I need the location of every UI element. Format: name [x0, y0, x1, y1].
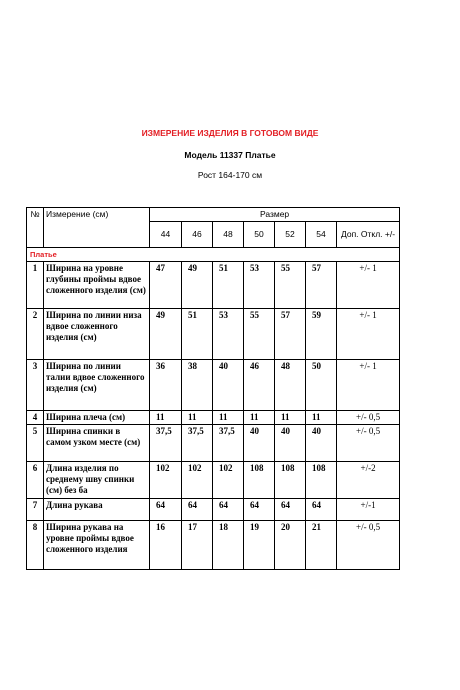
table-row	[27, 411, 400, 425]
size-value: 37,5	[213, 425, 244, 462]
table-row	[27, 499, 400, 521]
size-value: 17	[182, 521, 213, 570]
size-value: 47	[150, 262, 182, 309]
size-value: 40	[244, 425, 275, 462]
row-number: 7	[27, 499, 44, 521]
model-name: Модель 11337 Платье	[184, 150, 276, 160]
size-value: 64	[306, 499, 337, 521]
table-row	[27, 425, 400, 462]
tolerance-value: +/- 1	[337, 262, 400, 309]
size-value: 11	[213, 411, 244, 425]
size-header: 54	[306, 222, 337, 248]
size-value: 11	[306, 411, 337, 425]
size-value: 37,5	[150, 425, 182, 462]
size-value: 108	[306, 462, 337, 499]
tolerance-value: +/-2	[337, 462, 400, 499]
size-header: 46	[182, 222, 213, 248]
table-row	[27, 309, 400, 360]
size-value: 18	[213, 521, 244, 570]
size-value: 57	[306, 262, 337, 309]
header-row-1	[27, 208, 400, 222]
measurement-name: Ширина на уровне глубины проймы вдвое сложенного изделия (см)	[44, 262, 150, 309]
section-label: Платье	[27, 248, 400, 262]
size-header: 44	[150, 222, 182, 248]
size-value: 11	[244, 411, 275, 425]
size-value: 108	[275, 462, 306, 499]
size-value: 51	[182, 309, 213, 360]
measurements-table	[26, 207, 400, 570]
measurement-name: Ширина спинки в самом узком месте (см)	[44, 425, 150, 462]
size-value: 102	[213, 462, 244, 499]
size-value: 46	[244, 360, 275, 411]
size-value: 37,5	[182, 425, 213, 462]
tolerance-value: +/- 0,5	[337, 411, 400, 425]
size-value: 11	[275, 411, 306, 425]
row-number: 1	[27, 262, 44, 309]
size-value: 11	[150, 411, 182, 425]
tolerance-value: +/- 0,5	[337, 425, 400, 462]
tolerance-value: +/- 1	[337, 360, 400, 411]
header-measurement: Измерение (см)	[44, 208, 150, 248]
size-value: 16	[150, 521, 182, 570]
height-range: Рост 164-170 см	[197, 170, 263, 180]
size-header: 52	[275, 222, 306, 248]
size-value: 53	[244, 262, 275, 309]
size-header: 50	[244, 222, 275, 248]
size-value: 51	[213, 262, 244, 309]
measurement-name: Длина рукава	[44, 499, 150, 521]
tolerance-value: +/- 1	[337, 309, 400, 360]
size-value: 38	[182, 360, 213, 411]
size-value: 57	[275, 309, 306, 360]
size-value: 64	[150, 499, 182, 521]
row-number: 3	[27, 360, 44, 411]
size-value: 49	[150, 309, 182, 360]
size-value: 64	[275, 499, 306, 521]
size-value: 102	[182, 462, 213, 499]
size-value: 40	[275, 425, 306, 462]
size-value: 19	[244, 521, 275, 570]
header-number: №	[27, 208, 44, 248]
table-row	[27, 262, 400, 309]
document-title: ИЗМЕРЕНИЕ ИЗДЕЛИЯ В ГОТОВОМ ВИДЕ	[141, 128, 319, 138]
tolerance-value: +/- 0,5	[337, 521, 400, 570]
size-value: 64	[213, 499, 244, 521]
size-value: 20	[275, 521, 306, 570]
row-number: 4	[27, 411, 44, 425]
size-value: 40	[306, 425, 337, 462]
size-value: 49	[182, 262, 213, 309]
section-row	[27, 248, 400, 262]
measurement-name: Ширина по линии низа вдвое сложенного изделия (см)	[44, 309, 150, 360]
size-value: 108	[244, 462, 275, 499]
size-value: 64	[182, 499, 213, 521]
measurement-name: Ширина плеча (см)	[44, 411, 150, 425]
measurement-name: Ширина по линии талии вдвое сложенного изделия (см)	[44, 360, 150, 411]
tolerance-value: +/-1	[337, 499, 400, 521]
row-number: 6	[27, 462, 44, 499]
size-value: 21	[306, 521, 337, 570]
table-row	[27, 462, 400, 499]
size-header: 48	[213, 222, 244, 248]
measurement-name: Ширина рукава на уровне проймы вдвое сложенного изделия	[44, 521, 150, 570]
table-row	[27, 521, 400, 570]
row-number: 8	[27, 521, 44, 570]
size-value: 50	[306, 360, 337, 411]
size-value: 40	[213, 360, 244, 411]
size-value: 59	[306, 309, 337, 360]
size-value: 55	[275, 262, 306, 309]
size-value: 36	[150, 360, 182, 411]
size-value: 55	[244, 309, 275, 360]
size-value: 64	[244, 499, 275, 521]
tolerance-header: Доп. Откл. +/-	[337, 222, 400, 248]
size-value: 48	[275, 360, 306, 411]
header-size: Размер	[150, 208, 400, 222]
size-value: 53	[213, 309, 244, 360]
table-row	[27, 360, 400, 411]
measurement-name: Длина изделия по среднему шву спинки (см) без ба	[44, 462, 150, 499]
size-value: 11	[182, 411, 213, 425]
size-value: 102	[150, 462, 182, 499]
row-number: 5	[27, 425, 44, 462]
row-number: 2	[27, 309, 44, 360]
